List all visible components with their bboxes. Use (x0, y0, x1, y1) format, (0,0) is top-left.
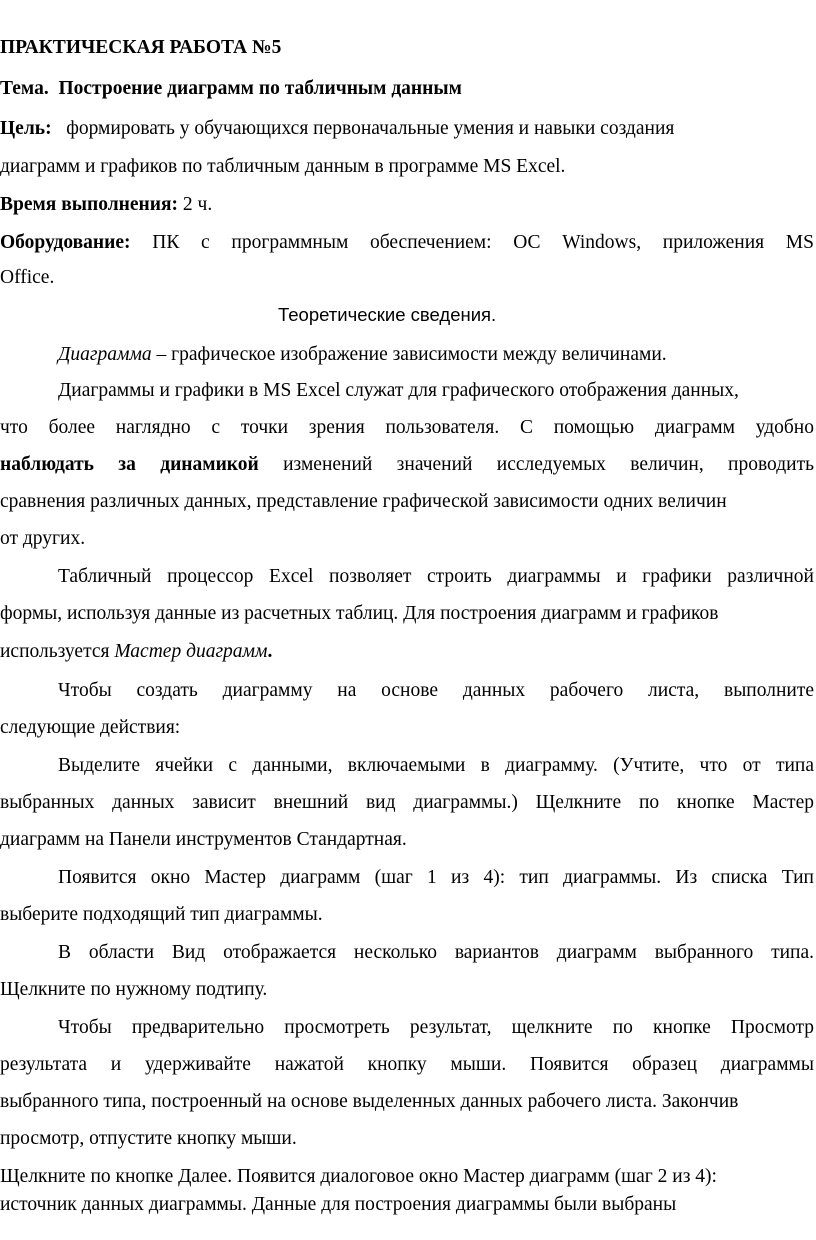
goal-label: Цель: (0, 118, 52, 139)
topic-label: Тема. (0, 78, 49, 99)
time-value: 2 ч. (182, 194, 213, 215)
paragraph-8-line-4: просмотр, отпустите кнопку мыши. (0, 1128, 297, 1149)
topic-text: Построение диаграмм по табличным данным (58, 78, 462, 99)
paragraph-4-line-1: Чтобы создать диаграмму на основе данных рабочего листа, выполните (58, 680, 814, 701)
paragraph-2-line-3-rest: изменений значений исследуемых величин, проводить (258, 454, 814, 475)
goal-line-1 (0, 117, 790, 141)
paragraph-8-line-2: результата и удерживайте нажатой кнопку мыши. Появится образец диаграммы (0, 1054, 814, 1075)
paragraph-3-line-3 (0, 640, 272, 664)
paragraph-2-line-2: что более наглядно с точки зрения пользователя. С помощью диаграмм удобно (0, 417, 814, 438)
definition-line (58, 343, 667, 367)
equipment-line-2: Office. (0, 267, 55, 288)
paragraph-9-line-1: Щелкните по кнопке Далее. Появится диалоговое окно Мастер диаграмм (шаг 2 из 4): (0, 1166, 717, 1187)
time-label: Время выполнения: (0, 194, 179, 215)
paragraph-2-line-4: сравнения различных данных, представление графической зависимости одних величин (0, 491, 727, 512)
time-line (0, 193, 212, 217)
paragraph-3-end: . (267, 641, 273, 662)
paragraph-2-line-1: Диаграммы и графики в MS Excel служат для графического отображения данных, (58, 380, 739, 401)
paragraph-9-line-2: источник данных диаграммы. Данные для построения диаграммы были выбраны (0, 1194, 677, 1215)
paragraph-5-line-2: выбранных данных зависит внешний вид диаграммы.) Щелкните по кнопке Мастер (0, 792, 814, 813)
paragraph-5-line-3: диаграмм на Панели инструментов Стандартная. (0, 829, 407, 850)
practical-work-title: ПРАКТИЧЕСКАЯ РАБОТА №5 (0, 37, 282, 58)
paragraph-2-bold: наблюдать за динамикой (0, 454, 259, 475)
paragraph-5-line-1: Выделите ячейки с данными, включаемыми в диаграмму. (Учтите, что от типа (58, 755, 814, 776)
chart-wizard-term: Мастер диаграмм (114, 641, 268, 662)
topic-line (0, 77, 462, 101)
paragraph-8-line-1: Чтобы предварительно просмотреть результат, щелкните по кнопке Просмотр (58, 1017, 814, 1038)
paragraph-6-line-2: выберите подходящий тип диаграммы. (0, 904, 323, 925)
paragraph-8-line-3: выбранного типа, построенный на основе выделенных данных рабочего листа. Закончив (0, 1091, 739, 1112)
goal-line-2: диаграмм и графиков по табличным данным в программе MS Excel. (0, 156, 566, 177)
paragraph-3-line-1: Табличный процессор Excel позволяет строить диаграммы и графики различной (58, 566, 814, 587)
equipment-text-1: ПК с программным обеспечением: ОС Windows, приложения MS (152, 232, 814, 253)
paragraph-2-line-3 (0, 453, 814, 477)
paragraph-7-line-1: В области Вид отображается несколько вариантов диаграмм выбранного типа. (58, 942, 814, 963)
paragraph-2-line-5: от других. (0, 528, 86, 549)
equipment-label: Оборудование: (0, 232, 131, 253)
definition-text: – графическое изображение зависимости между величинами. (151, 344, 667, 365)
section-heading: Теоретические сведения. (278, 304, 497, 325)
goal-text-1: формировать у обучающихся первоначальные умения и навыки создания (66, 118, 675, 139)
equipment-line-1 (0, 231, 814, 255)
paragraph-6-line-1: Появится окно Мастер диаграмм (шаг 1 из 4): тип диаграммы. Из списка Тип (58, 867, 814, 888)
paragraph-3-line-2: формы, используя данные из расчетных таблиц. Для построения диаграмм и графиков (0, 603, 719, 624)
paragraph-7-line-2: Щелкните по нужному подтипу. (0, 979, 268, 1000)
paragraph-3-line-3-start: используется (0, 641, 115, 662)
paragraph-4-line-2: следующие действия: (0, 717, 181, 738)
definition-term: Диаграмма (58, 344, 152, 365)
